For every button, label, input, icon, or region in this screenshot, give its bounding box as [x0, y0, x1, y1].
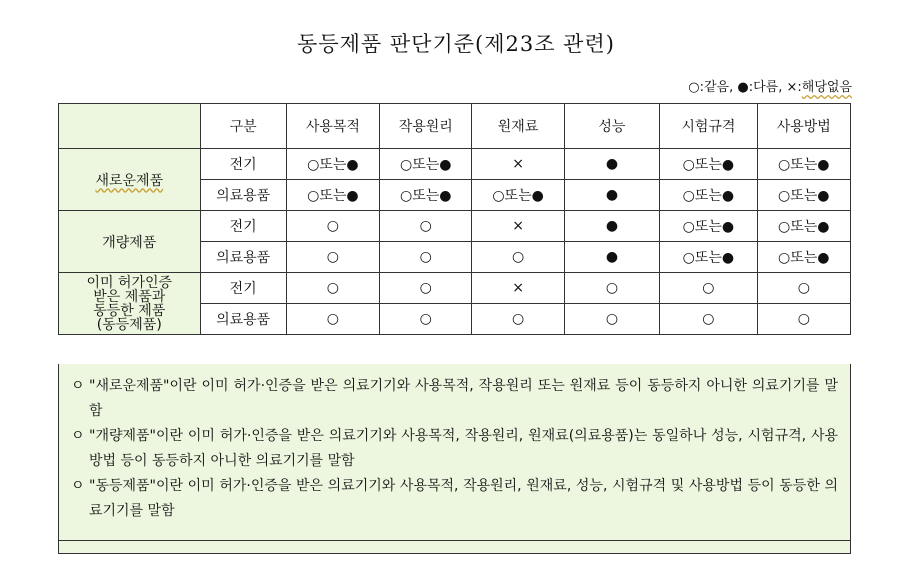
legend-same: ○:같음, [688, 80, 734, 95]
table-cell: × [472, 149, 564, 180]
bullet: ㅇ [71, 478, 85, 494]
definition-text: "새로운제품"이란 이미 허가·인증을 받은 의료기기와 사용목적, 작용원리 또는 원재료 등이 동등하지 아니한 의료기기를 말함 [89, 378, 838, 419]
table-cell: ○ [564, 304, 659, 335]
group-label-new: 새로운제품 [59, 149, 201, 211]
group-label-line: 받은 제품과 [93, 288, 166, 305]
table-cell: ○또는● [380, 180, 472, 211]
row-type: 의료용품 [200, 304, 286, 335]
header-cell: 성능 [564, 104, 659, 149]
row-type: 전기 [200, 273, 286, 304]
definition-text: "개량제품"이란 이미 허가·인증을 받은 의료기기와 사용목적, 작용원리, 원재료(의료용품)는 동일하나 성능, 시험규격, 사용방법 등이 동등하지 아니한 의료기기를 말함 [89, 428, 838, 469]
group-label-line: 이미 허가인증 [86, 274, 173, 291]
table-cell: ○ [472, 242, 564, 273]
table-row [59, 273, 851, 304]
definition-new [71, 374, 838, 424]
table-cell: ○또는● [660, 180, 757, 211]
header-cell: 작용원리 [380, 104, 472, 149]
group-label-line: (동등제품) [96, 316, 162, 333]
header-cell: 구분 [200, 104, 286, 149]
header-cell: 사용목적 [286, 104, 379, 149]
table-row [59, 211, 851, 242]
table-cell: ○또는● [660, 211, 757, 242]
legend [688, 76, 852, 95]
definitions-box [58, 364, 851, 554]
table-cell: ○또는● [380, 149, 472, 180]
row-type: 전기 [200, 211, 286, 242]
table-cell: ○ [380, 304, 472, 335]
table-cell: ○ [757, 304, 850, 335]
table-cell: ○또는● [472, 180, 564, 211]
document-title: 동등제품 판단기준(제23조 관련) [297, 32, 615, 56]
table-cell: ● [564, 180, 659, 211]
legend-na: 해당없음 [801, 80, 852, 95]
legend-diff: ●:다름, [737, 80, 783, 95]
group-label-improved: 개량제품 [59, 211, 201, 273]
row-type: 전기 [200, 149, 286, 180]
table-cell: ○또는● [660, 149, 757, 180]
table-cell: ○또는● [286, 149, 379, 180]
table-cell: ○ [660, 304, 757, 335]
definition-improved [71, 424, 838, 474]
table-cell: ○ [472, 304, 564, 335]
header-cell: 시험규격 [660, 104, 757, 149]
table-cell: ○ [564, 273, 659, 304]
table-cell: ○ [286, 273, 379, 304]
table-cell: ○또는● [757, 211, 850, 242]
row-type: 의료용품 [200, 180, 286, 211]
row-type: 의료용품 [200, 242, 286, 273]
bullet: ㅇ [71, 378, 85, 394]
legend-na-prefix: ×: [786, 80, 802, 95]
table-cell: × [472, 273, 564, 304]
table-cell: ● [564, 242, 659, 273]
table-cell: ○또는● [660, 242, 757, 273]
table-row [59, 149, 851, 180]
comparison-table [58, 103, 851, 335]
header-corner [59, 104, 201, 149]
header-row [59, 104, 851, 149]
table-cell: ○또는● [757, 180, 850, 211]
table-cell: ○ [286, 242, 379, 273]
table-cell: ● [564, 211, 659, 242]
table-cell: ○또는● [757, 242, 850, 273]
table-cell: × [472, 211, 564, 242]
box-bottom-divider [59, 540, 850, 553]
group-label-line: 동등한 제품 [93, 302, 166, 319]
header-cell: 원재료 [472, 104, 564, 149]
table-cell: ○ [286, 211, 379, 242]
table-cell: ○또는● [286, 180, 379, 211]
table-cell: ○ [380, 273, 472, 304]
group-label-equivalent [59, 273, 201, 335]
definition-equivalent [71, 474, 838, 524]
table-cell: ● [564, 149, 659, 180]
table-cell: ○ [380, 211, 472, 242]
bullet: ㅇ [71, 428, 85, 444]
definition-text: "동등제품"이란 이미 허가·인증을 받은 의료기기와 사용목적, 작용원리, 원재료, 성능, 시험규격 및 사용방법 등이 동등한 의료기기를 말함 [89, 478, 838, 519]
table-cell: ○ [757, 273, 850, 304]
table-cell: ○ [286, 304, 379, 335]
table-cell: ○또는● [757, 149, 850, 180]
table-cell: ○ [380, 242, 472, 273]
table-cell: ○ [660, 273, 757, 304]
header-cell: 사용방법 [757, 104, 850, 149]
